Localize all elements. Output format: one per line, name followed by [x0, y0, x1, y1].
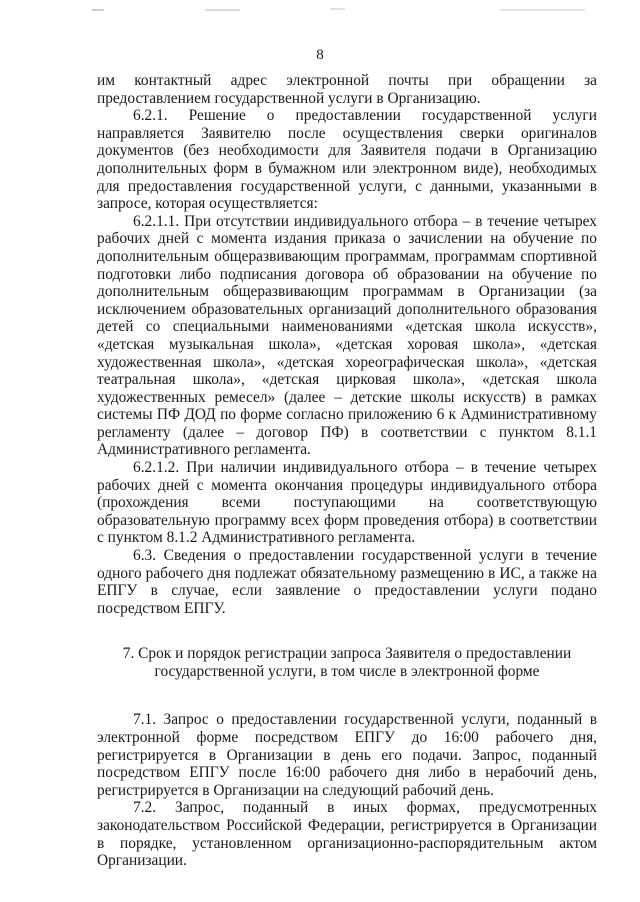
paragraph-6-3: 6.3. Сведения о предоставлении государственной услуги в течение одного рабочего дня подлежат обязательному размещению в ИС, а также на ЕПГУ в случае, если заявление о предоставлении услуги подано посредством ЕПГУ. [97, 547, 597, 617]
section-7-heading [97, 645, 597, 681]
paragraph-7-2: 7.2. Запрос, поданный в иных формах, предусмотренных законодательством Российской Федерации, регистрируется в Организации в порядке, установленном организационно-распорядительным актом Организации. [97, 799, 597, 870]
page-number: 8 [316, 47, 324, 63]
paragraph-6-2-1: 6.2.1. Решение о предоставлении государственной услуги направляется Заявителю после осуществления сверки оригиналов документов (без необходимости для Заявителя подачи в Организацию дополнительных форм в бумажном или электронном виде), необходимых для предоставления государственной услуги, с данными, указанными в запросе, которая осуществляется: [97, 107, 597, 213]
section-7-heading-line-2: государственной услуги, в том числе в электронной форме [154, 663, 540, 681]
section-7-heading-line-1: 7. Срок и порядок регистрации запроса Заявителя о предоставлении [122, 645, 572, 663]
paragraph-6-2-1-2: 6.2.1.2. При наличии индивидуального отбора – в течение четырех рабочих дней с момента окончания процедуры индивидуального отбора (прохождения всеми поступающими на соответствующую образовательную программу всех форм проведения отбора) в соответствии с пунктом 8.1.2 Административного регламента. [97, 459, 597, 547]
document-body [97, 72, 597, 870]
intro-paragraph: им контактный адрес электронной почты при обращении за предоставлением государственной услуги в Организацию. [97, 72, 597, 107]
scan-artifact-marks [0, 4, 640, 12]
paragraph-6-2-1-1: 6.2.1.1. При отсутствии индивидуального отбора – в течение четырех рабочих дней с момента издания приказа о зачислении на обучение по дополнительным общеразвивающим программам, программам спортивной подготовки либо подписания договора об образовании на обучение по дополнительным общеразвивающим программам в Организации (за исключением образовательных организаций дополнительного образования детей со специальными наименованиями «детская школа искусств», «детская музыкальная школа», «детская хоровая школа», «детская художественная школа», «детская хореографическая школа», «детская театральная школа», «детская цирковая школа», «детская школа художественных ремесел» (далее – детские школы искусств) в рамках системы ПФ ДОД по форме согласно приложению 6 к Административному регламенту (далее – договор ПФ) в соответствии с пунктом 8.1.1 Административного регламента. [97, 212, 597, 459]
paragraph-7-1: 7.1. Запрос о предоставлении государственной услуги, поданный в электронной форме посредством ЕПГУ до 16:00 рабочего дня, регистрируется в Организации в день его подачи. Запрос, поданный посредством ЕПГУ после 16:00 рабочего дня либо в нерабочий день, регистрируется в Организации на следующий рабочий день. [97, 711, 597, 799]
